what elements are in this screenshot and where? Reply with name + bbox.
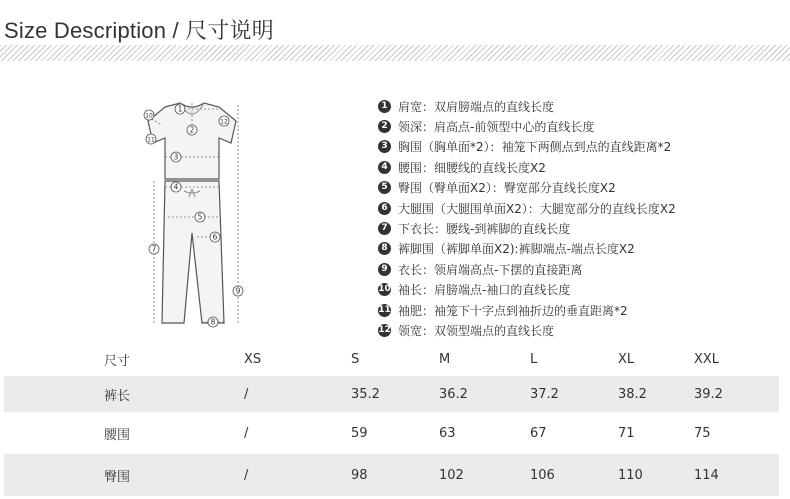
legend-text: 肩宽：双肩膀端点的直线长度 <box>398 99 555 114</box>
number-badge-icon: 3 <box>378 140 391 153</box>
number-badge-icon: 2 <box>378 120 391 133</box>
pants-outline <box>162 181 224 323</box>
svg-text:7: 7 <box>151 244 157 254</box>
legend-text: 臀围（臀单面X2）：臀宽部分直线长度X2 <box>398 181 616 196</box>
legend-text: 下衣长：腰线-到裤脚的直线长度 <box>398 222 571 237</box>
measurement-legend <box>378 96 676 341</box>
number-badge-icon: 10 <box>378 284 391 295</box>
number-badge-icon: 5 <box>378 181 391 194</box>
table-cell: / <box>244 425 249 441</box>
svg-text:3: 3 <box>173 152 179 162</box>
number-badge-icon: 11 <box>378 304 391 315</box>
legend-item <box>378 198 676 218</box>
table-header-cell: M <box>439 352 451 367</box>
table-header-cell: XS <box>244 352 262 367</box>
table-cell: 38.2 <box>618 386 647 402</box>
table-cell: 106 <box>530 467 555 483</box>
hatch-divider <box>0 45 790 61</box>
svg-text:11: 11 <box>147 136 155 144</box>
table-cell: 37.2 <box>530 386 559 402</box>
figure-label-4 <box>171 182 181 192</box>
table-cell: 110 <box>618 467 643 483</box>
number-badge-icon: 7 <box>378 222 391 235</box>
table-cell: 臀围 <box>104 469 131 485</box>
svg-text:6: 6 <box>212 232 218 242</box>
figure-label-3 <box>171 152 181 162</box>
table-header-cell: 尺寸 <box>104 354 131 369</box>
figure-label-10 <box>144 110 154 120</box>
figure-label-5 <box>195 212 205 222</box>
figure-label-2 <box>187 125 197 135</box>
svg-text:8: 8 <box>210 317 216 327</box>
table-header-cell: XXL <box>694 352 720 367</box>
svg-text:1: 1 <box>177 104 183 114</box>
legend-item <box>378 300 676 320</box>
figure-label-7 <box>149 244 159 254</box>
table-row <box>4 376 779 412</box>
svg-text:2: 2 <box>189 125 195 135</box>
svg-text:12: 12 <box>220 118 228 126</box>
legend-text: 袖肥：袖笼下十字点到袖折边的垂直距离*2 <box>398 303 628 318</box>
legend-item <box>378 116 676 136</box>
table-cell: 63 <box>439 425 456 441</box>
number-badge-icon: 8 <box>378 242 391 255</box>
table-header-cell: L <box>530 352 538 367</box>
table-cell: 裤长 <box>104 388 131 404</box>
svg-text:4: 4 <box>173 182 179 192</box>
table-cell: / <box>244 467 249 483</box>
legend-text: 大腿围（大腿围单面X2）：大腿宽部分的直线长度X2 <box>398 201 676 216</box>
legend-text: 袖长：肩膀端点-袖口的直线长度 <box>398 283 571 298</box>
legend-item <box>378 178 676 198</box>
legend-text: 胸围（胸单面*2）：袖笼下两侧点到点的直线距离*2 <box>398 140 672 155</box>
table-cell: 114 <box>694 467 719 483</box>
legend-text: 衣长：领肩端高点-下摆的直接距离 <box>398 262 583 277</box>
table-cell: 腰围 <box>104 427 131 443</box>
figure-label-9 <box>233 286 243 296</box>
table-cell: 71 <box>618 425 635 441</box>
table-row <box>4 412 779 454</box>
legend-text: 领宽：双领型端点的直线长度 <box>398 323 555 338</box>
svg-text:5: 5 <box>197 212 203 222</box>
table-header-cell: XL <box>618 352 635 367</box>
figure-label-12 <box>219 116 229 126</box>
legend-item <box>378 280 676 300</box>
svg-text:10: 10 <box>145 112 153 120</box>
garment-diagram <box>120 95 260 335</box>
figure-label-6 <box>210 232 220 242</box>
table-cell: 39.2 <box>694 386 723 402</box>
legend-item <box>378 96 676 116</box>
figure-label-11 <box>146 134 156 144</box>
svg-text:9: 9 <box>235 286 241 296</box>
figure-label-1 <box>175 104 185 114</box>
table-cell: 67 <box>530 425 547 441</box>
table-header-row <box>4 343 779 376</box>
legend-item <box>378 137 676 157</box>
legend-text: 腰围：细腰线的直线长度X2 <box>398 160 546 175</box>
table-cell: 75 <box>694 425 711 441</box>
table-header-cell: S <box>351 352 360 367</box>
number-badge-icon: 1 <box>378 100 391 113</box>
legend-item <box>378 320 676 340</box>
number-badge-icon: 9 <box>378 263 391 276</box>
table-row <box>4 454 779 496</box>
legend-text: 裤脚围（裤脚单面X2):裤脚端点-端点长度X2 <box>398 242 635 257</box>
number-badge-icon: 4 <box>378 161 391 174</box>
number-badge-icon: 6 <box>378 202 391 215</box>
size-table <box>4 343 779 496</box>
legend-item <box>378 239 676 259</box>
table-cell: 102 <box>439 467 464 483</box>
number-badge-icon: 12 <box>378 324 391 335</box>
page-title: Size Description / 尺寸说明 <box>4 18 274 43</box>
table-cell: 36.2 <box>439 386 468 402</box>
figure-label-8 <box>208 317 218 327</box>
legend-text: 领深：肩高点-前领型中心的直线长度 <box>398 120 595 135</box>
legend-item <box>378 157 676 177</box>
table-cell: / <box>244 386 249 402</box>
table-cell: 59 <box>351 425 368 441</box>
legend-item <box>378 218 676 238</box>
table-cell: 35.2 <box>351 386 380 402</box>
legend-item <box>378 259 676 279</box>
table-cell: 98 <box>351 467 368 483</box>
